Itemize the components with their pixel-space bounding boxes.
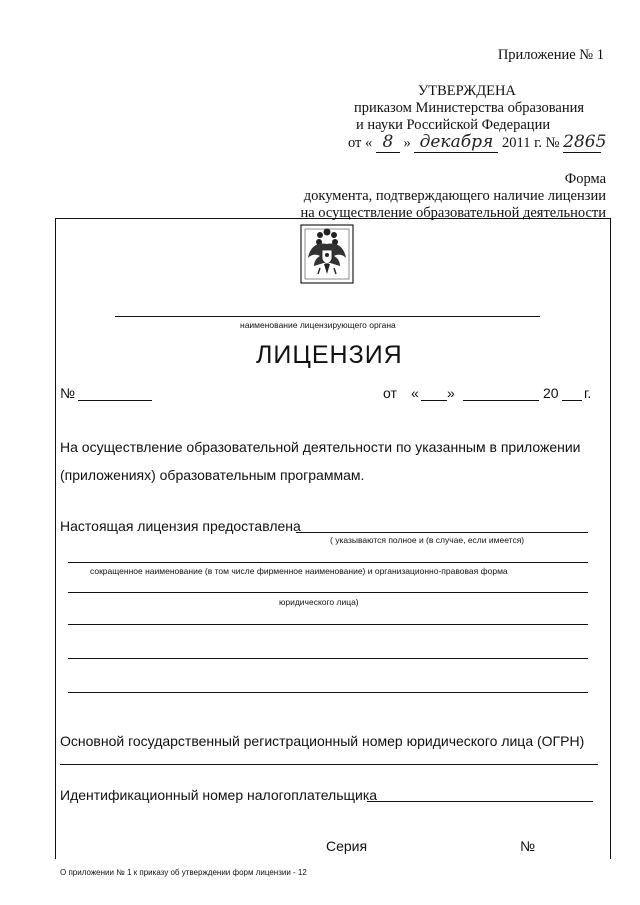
series-number-label: № — [520, 838, 536, 854]
date-mid: » — [403, 135, 411, 151]
order-line-2: и науки Российской Федерации — [356, 117, 551, 133]
granted-line-2 — [68, 562, 588, 563]
year-prefix: 20 — [543, 385, 559, 401]
granted-line — [296, 532, 588, 533]
date-quote-open: « — [411, 385, 419, 401]
order-number: 2865 — [563, 132, 607, 152]
order-date-line — [348, 133, 608, 155]
year-suffix: г. — [584, 385, 592, 401]
granted-label: Настоящая лицензия предоставлена — [60, 518, 301, 534]
form-caption-1: Форма — [564, 171, 606, 187]
number-label: № — [60, 385, 76, 401]
date-quote-close: » — [447, 385, 455, 401]
ogrn-label: Основной государственный регистрационный номер юридического лица (ОГРН) — [60, 733, 585, 749]
footer-note: О приложении № 1 к приказу об утверждении форм лицензии - 12 — [60, 868, 307, 877]
coat-of-arms-icon — [300, 224, 354, 284]
approved-label: УТВЕРЖДЕНА — [418, 83, 516, 99]
ogrn-line — [60, 764, 598, 765]
year-line — [562, 400, 582, 401]
inn-label: Идентификационный номер налогоплательщика — [60, 787, 378, 803]
order-line-1: приказом Министерства образования — [354, 100, 585, 116]
authority-line — [115, 316, 540, 317]
purpose-line-2: (приложениях) образовательным программам. — [60, 467, 365, 483]
granted-hint-3: юридического лица) — [279, 597, 359, 607]
form-caption-2: документа, подтверждающего наличие лицензии — [303, 188, 606, 204]
purpose-line-1: На осуществление образовательной деятельности по указанным в приложении — [60, 439, 581, 455]
number-line — [78, 400, 152, 401]
date-month: декабря — [414, 133, 498, 153]
granted-hint-1: ( указываются полное и (в случае, если имеется) — [330, 535, 525, 545]
day-line — [421, 400, 447, 401]
series-label: Серия — [326, 838, 368, 854]
month-line — [463, 400, 539, 401]
granted-line-6 — [68, 692, 588, 693]
appendix-label: Приложение № 1 — [497, 47, 604, 63]
granted-line-3 — [68, 592, 588, 593]
date-day: 8 — [376, 133, 400, 153]
inn-line — [367, 801, 593, 802]
date-from-label: от — [383, 385, 397, 401]
granted-hint-2: сокращенное наименование (в том числе фирменное наименование) и организационно-правовая форма — [90, 566, 508, 576]
form-caption-3: на осуществление образовательной деятельности — [300, 205, 606, 221]
date-prefix: от « — [348, 135, 373, 151]
granted-line-4 — [68, 624, 588, 625]
date-year: 2011 г. № — [502, 135, 560, 151]
granted-line-5 — [68, 658, 588, 659]
authority-caption: наименование лицензирующего органа — [240, 320, 396, 330]
license-title: ЛИЦЕНЗИЯ — [256, 341, 403, 369]
